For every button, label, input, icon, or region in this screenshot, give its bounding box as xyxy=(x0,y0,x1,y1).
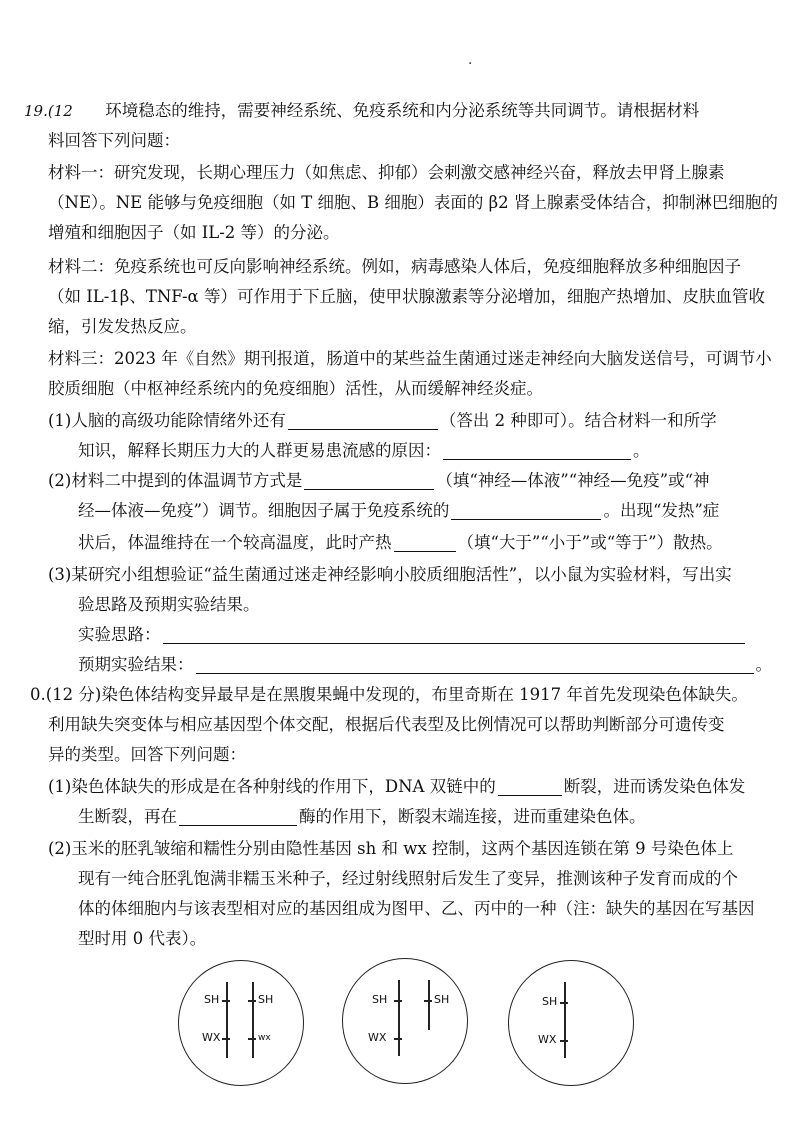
q20-part1-text-a: (1)染色体缺失的形成是在各种射线的作用下，DNA 双链中的 xyxy=(48,777,496,796)
material3-line1: 材料三：2023 年《自然》期刊报道，肠道中的某些益生菌通过迷走神经向大脑发送信号，可调节小 xyxy=(48,349,772,368)
cell-3-locus-sh xyxy=(560,1002,568,1004)
answer-blank-1[interactable] xyxy=(288,411,438,430)
q19-intro: 环境稳态的维持，需要神经系统、免疫系统和内分泌系统等共同调节。请根据材料 xyxy=(105,101,700,120)
cell-2-gene-top-right: SH xyxy=(434,993,450,1006)
q19-line1 xyxy=(24,96,758,126)
answer-blank-3[interactable] xyxy=(304,471,434,490)
cell-1-chromosome-left xyxy=(226,982,228,1058)
q20-part1-text-c: 生断裂，再在 xyxy=(78,807,177,826)
q19-experiment-idea xyxy=(78,620,758,650)
material1-line3: 增殖和细胞因子（如 IL-2 等）的分泌。 xyxy=(48,223,340,242)
cell-1-outline xyxy=(178,960,304,1086)
q20-line2: 利用缺失突变体与相应基因型个体交配，根据后代表型及比例情况可以帮助判断部分可遗传变 xyxy=(48,715,725,734)
cell-1-locus-sh-left xyxy=(222,1000,230,1002)
cell-1-gene-top-right: SH xyxy=(258,993,274,1006)
material1-line2: （NE）。NE 能够与免疫细胞（如 T 细胞、B 细胞）表面的 β2 肾上腺素受体结合，抑制淋巴细胞的 xyxy=(48,193,778,212)
experiment-idea-label: 实验思路： xyxy=(78,625,161,644)
cell-2-outline xyxy=(342,958,468,1084)
cell-1-locus-wx-left xyxy=(222,1038,230,1040)
q19-part3-line2: 验思路及预期实验结果。 xyxy=(78,595,260,614)
expected-result-label: 预期实验结果： xyxy=(78,655,194,674)
expected-result-blank[interactable] xyxy=(196,655,754,674)
q19-part1-line2 xyxy=(78,436,758,466)
q20-line1: 0.(12 分)染色体结构变异最早是在黑腹果蝇中发现的，布里奇斯在 1917 年首先发现染色体缺失。 xyxy=(30,685,748,704)
q19-part1-text-b: （答出 2 种即可）。结合材料一和所学 xyxy=(439,411,717,430)
cell-2-chromosome-left xyxy=(398,980,400,1056)
q20-part1-text-b: 断裂，进而诱发染色体发 xyxy=(563,777,746,796)
answer-blank-4[interactable] xyxy=(451,501,601,520)
result-end-dot: 。 xyxy=(755,655,772,674)
q19-part3-line1: (3)某研究小组想验证“益生菌通过迷走神经影响小胶质细胞活性”，以小鼠为实验材料，写出实 xyxy=(48,565,732,584)
q19-part1-end: 。 xyxy=(633,441,650,460)
q19-part2-line3 xyxy=(78,528,758,558)
material1-line1: 材料一：研究发现，长期心理压力（如焦虑、抑郁）会刺激交感神经兴奋，释放去甲肾上腺素 xyxy=(48,163,725,182)
q19-part2-text-c: 经—体液—免疫”）调节。细胞因子属于免疫系统的 xyxy=(78,501,450,520)
cell-3-locus-wx xyxy=(560,1040,568,1042)
q19-part1-line1 xyxy=(48,406,758,436)
q20-part2-line1: (2)玉米的胚乳皱缩和糯性分别由隐性基因 sh 和 wx 控制，这两个基因连锁在第 9 号染色体上 xyxy=(48,839,734,858)
cell-2-locus-wx-left xyxy=(394,1038,402,1040)
cell-1-locus-wx-right xyxy=(248,1038,256,1040)
cell-2-locus-sh-left xyxy=(394,1000,402,1002)
material2-line2: （如 IL-1β、TNF-α 等）可作用于下丘脑，使甲状腺激素等分泌增加，细胞产热增加、皮肤血管收 xyxy=(48,287,765,306)
cell-1-gene-top-left: SH xyxy=(204,993,220,1006)
experiment-idea-blank[interactable] xyxy=(163,625,745,644)
cell-1-chromosome-right xyxy=(252,982,254,1058)
answer-blank-6[interactable] xyxy=(498,777,562,796)
q19-part2-text-f: （填“大于”“小于”或“等于”）散热。 xyxy=(457,533,723,552)
q19-part2-text-b: （填“神经—体液”“神经—免疫”或“神 xyxy=(436,471,710,490)
q19-part2-line2 xyxy=(78,496,758,526)
q20-part1-text-d: 酶的作用下，断裂末端连接，进而重建染色体。 xyxy=(299,807,646,826)
cell-3-outline xyxy=(508,960,634,1086)
q20-line3: 异的类型。回答下列问题： xyxy=(48,745,246,764)
q19-part2-line1 xyxy=(48,466,758,496)
q19-number: 19.(12 xyxy=(24,102,73,120)
q19-part2-text-a: (2)材料二中提到的体温调节方式是 xyxy=(48,471,303,490)
q20-part1-line2 xyxy=(78,802,758,832)
answer-blank-2[interactable] xyxy=(443,441,631,460)
cell-2-gene-top-left: SH xyxy=(372,993,388,1006)
q20-part2-line2: 现有一纯合胚乳饱满非糯玉米种子，经过射线照射后发生了变异，推测该种子发育而成的个 xyxy=(78,869,738,888)
cell-3-chromosome xyxy=(564,982,566,1058)
material2-line3: 缩，引发发热反应。 xyxy=(48,317,197,336)
cell-1-gene-bottom-left: WX xyxy=(202,1031,221,1044)
stray-mark: · xyxy=(468,56,473,72)
q19-line2: 料回答下列问题： xyxy=(48,131,180,150)
q20-part2-line4: 型时用 0 代表）。 xyxy=(78,929,207,948)
cell-2-chromosome-right-deleted xyxy=(428,980,430,1030)
cell-1-locus-sh-right xyxy=(248,1000,256,1002)
q19-part1-text-c: 知识，解释长期压力大的人群更易患流感的原因： xyxy=(78,441,441,460)
q20-part2-line3: 体的体细胞内与该表型相对应的基因组成为图甲、乙、丙中的一种（注：缺失的基因在写基因 xyxy=(78,899,755,918)
cell-2-gene-bottom-left: WX xyxy=(368,1031,387,1044)
q20-part1-line1 xyxy=(48,772,758,802)
answer-blank-5[interactable] xyxy=(394,533,456,552)
q19-part1-text-a: (1)人脑的高级功能除情绪外还有 xyxy=(48,411,286,430)
cell-3-gene-top-left: SH xyxy=(542,995,558,1008)
material2-line1: 材料二：免疫系统也可反向影响神经系统。例如，病毒感染人体后，免疫细胞释放多种细胞因子 xyxy=(48,257,741,276)
cell-2-locus-sh-right xyxy=(424,1000,432,1002)
material3-line2: 胶质细胞（中枢神经系统内的免疫细胞）活性，从而缓解神经炎症。 xyxy=(48,379,543,398)
q19-part2-text-e: 状后，体温维持在一个较高温度，此时产热 xyxy=(78,533,392,552)
answer-blank-7[interactable] xyxy=(179,807,297,826)
cell-3-gene-bottom-left: WX xyxy=(538,1033,557,1046)
q19-expected-result xyxy=(78,650,772,680)
q19-part2-text-d: 。出现“发热”症 xyxy=(603,501,720,520)
cell-1-gene-bottom-right: wx xyxy=(258,1033,271,1043)
